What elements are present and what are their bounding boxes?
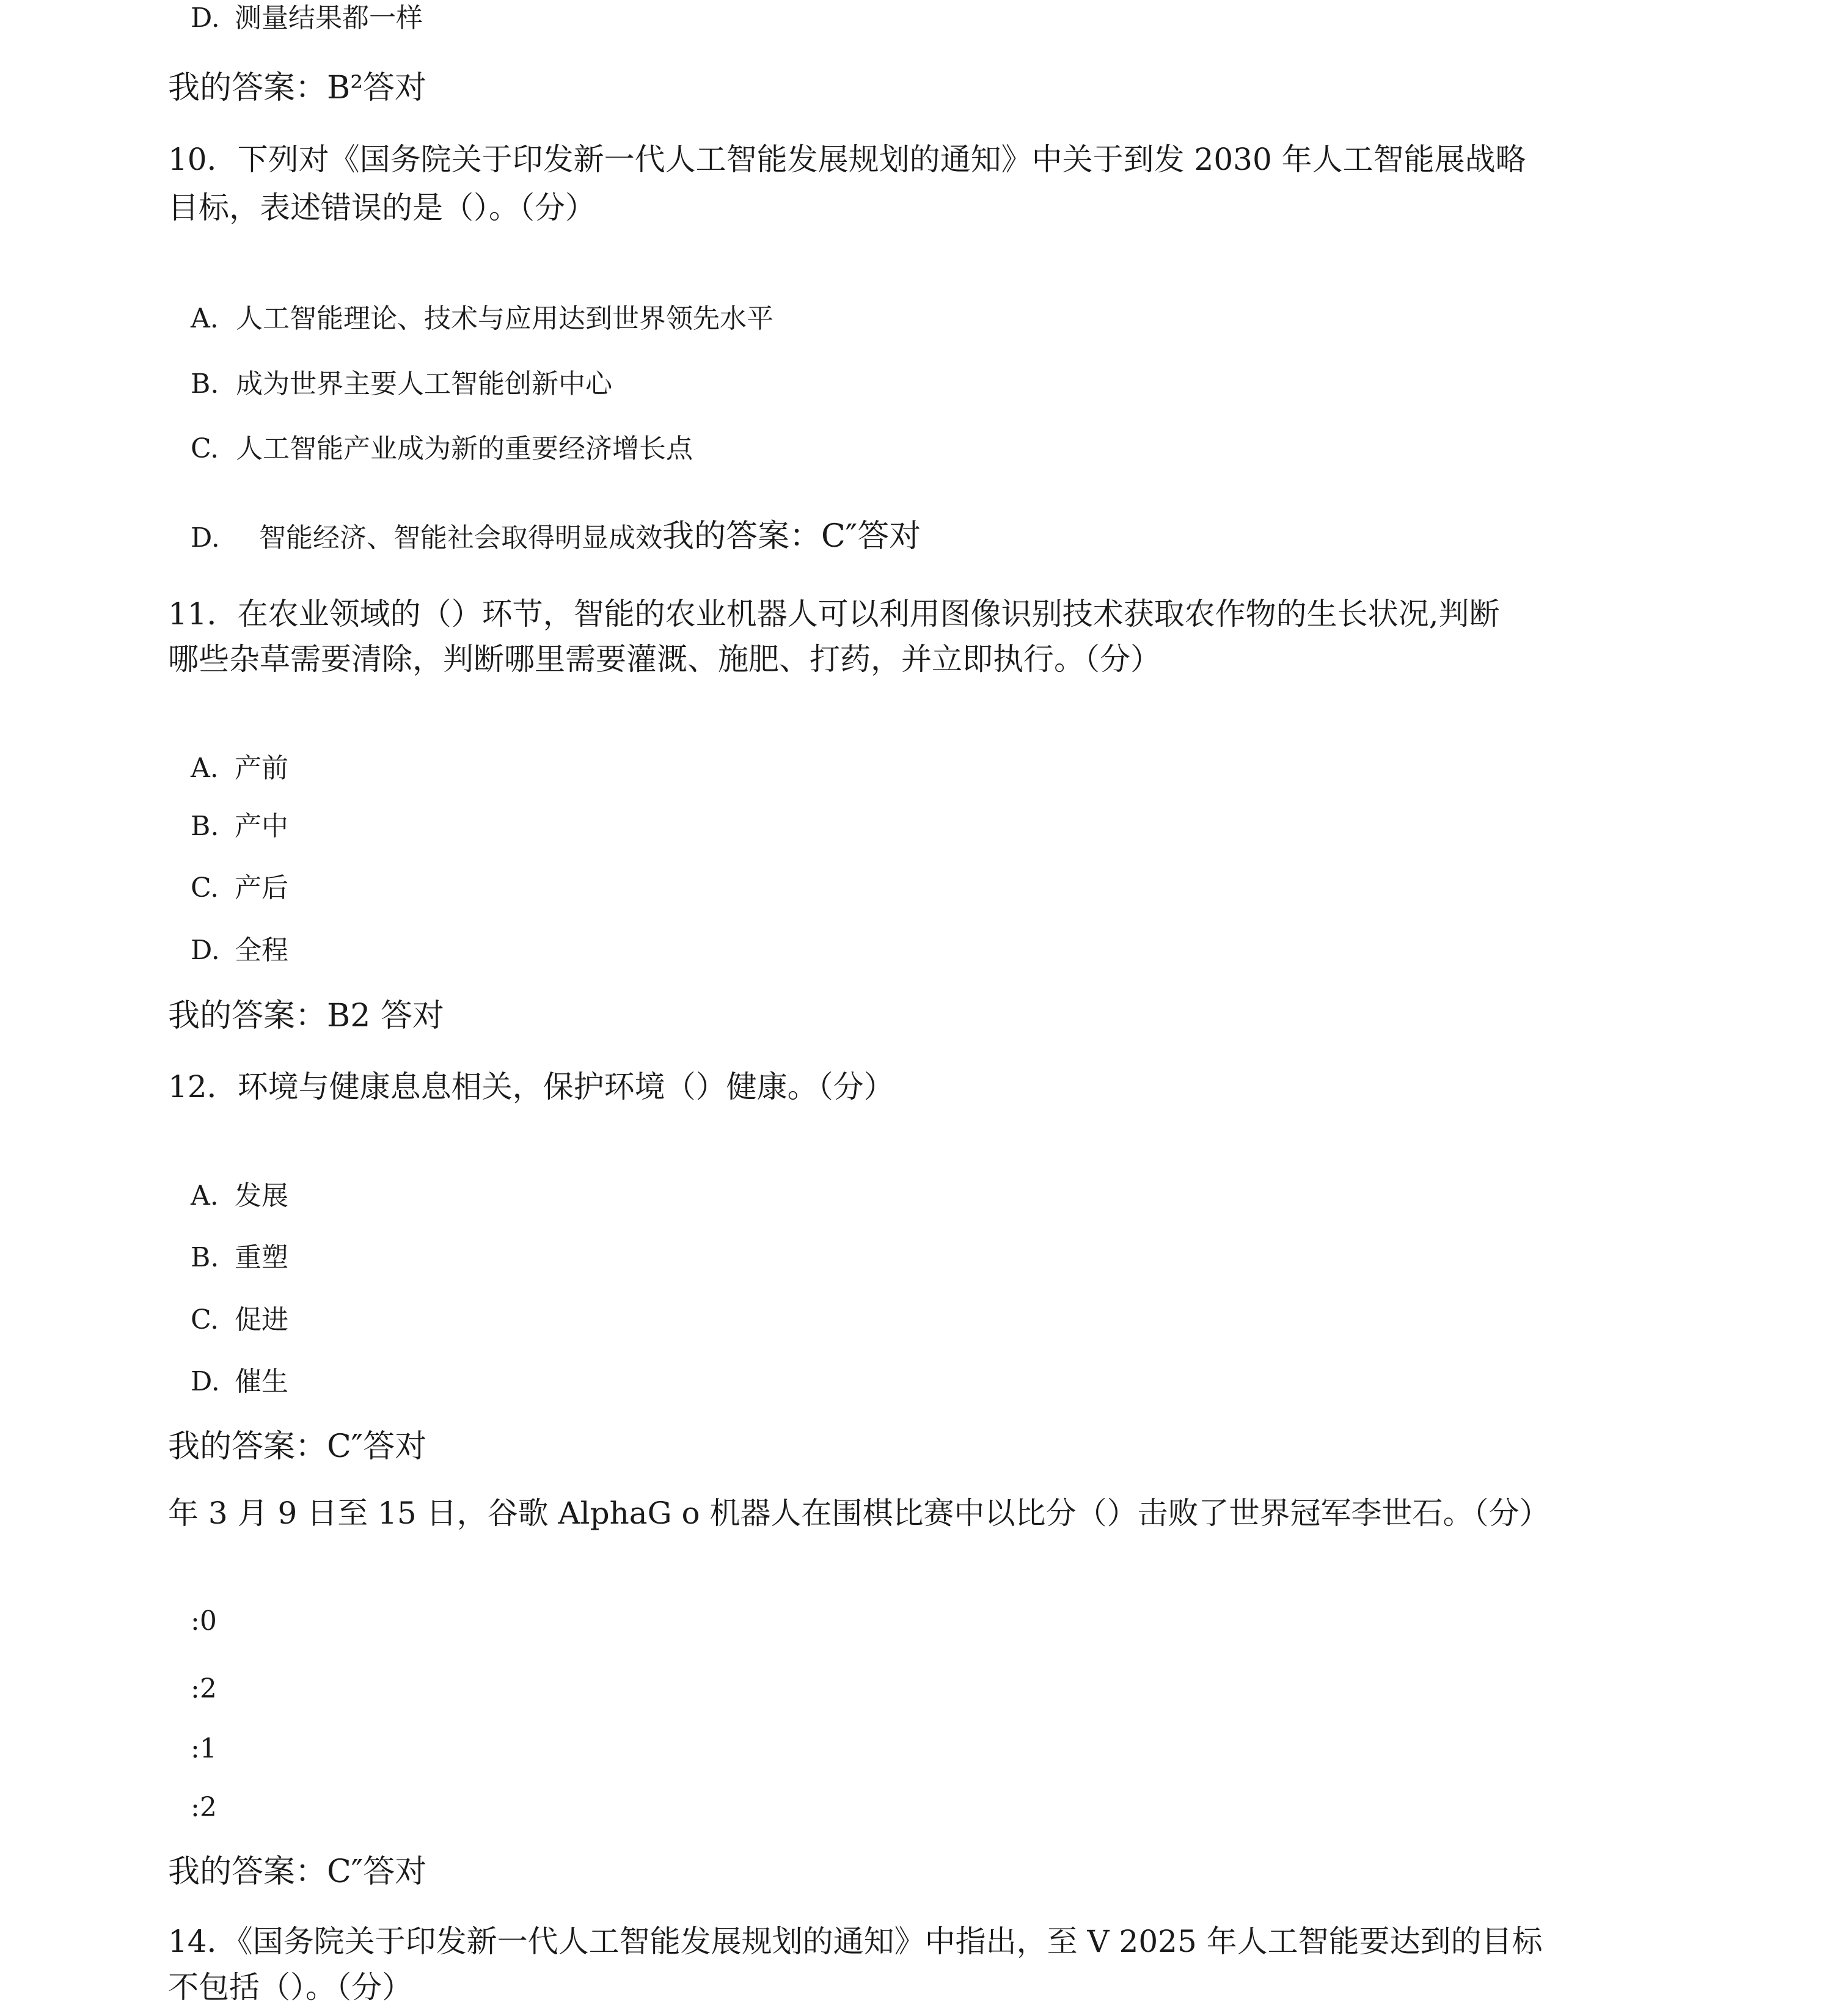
q12-option-c	[191, 1304, 288, 1335]
option-text: 成为世界主要人工智能创新中心	[236, 368, 612, 400]
option-letter: B.	[191, 811, 219, 842]
option-letter: D.	[191, 935, 220, 966]
q11-option-b	[191, 813, 288, 840]
option-text: 全程	[235, 935, 288, 966]
q13-line1: 年 3 月 9 日至 15 日，谷歌 AlphaG o 机器人在围棋比赛中以比分（）击败了世界冠军李世石。（分）	[168, 1496, 1550, 1531]
q13-answer: 我的答案：C″答对	[168, 1853, 427, 1890]
q12-option-d	[191, 1368, 288, 1395]
option-text: 重塑	[235, 1242, 288, 1273]
q10-option-c	[191, 433, 693, 464]
option-letter: B.	[191, 368, 219, 400]
q10-option-d	[191, 518, 921, 555]
option-letter: A.	[191, 1180, 219, 1211]
q12-answer: 我的答案：C″答对	[168, 1428, 427, 1465]
q10-answer: 我的答案：C″答对	[662, 518, 921, 555]
q12-line1: 12．环境与健康息息相关，保护环境（）健康。（分）	[168, 1069, 894, 1105]
option-letter: D.	[191, 522, 220, 553]
q10-option-b	[191, 368, 612, 400]
q10-line1: 10．下列对《国务院关于印发新一代人工智能发展规划的通知》中关于到发 2030 年人工智能展战略	[168, 142, 1526, 177]
q10-option-a	[191, 305, 774, 332]
option-letter: B.	[191, 1242, 219, 1273]
option-text: 促进	[235, 1304, 288, 1335]
q10-line2: 目标，表述错误的是（）。（分）	[168, 190, 596, 225]
q11-option-c	[191, 872, 288, 904]
q11-line1: 11．在农业领域的（）环节，智能的农业机器人可以利用图像识别技术获取农作物的生长状况,判断	[168, 596, 1500, 632]
option-text: 测量结果都一样	[235, 2, 423, 34]
option-text: 产前	[235, 753, 288, 784]
option-letter: C.	[191, 1304, 219, 1335]
q12-option-a	[191, 1180, 288, 1211]
option-text: 产后	[235, 872, 288, 904]
option-text: 发展	[235, 1180, 288, 1211]
option-letter: C.	[191, 433, 219, 464]
prev-option-d	[191, 2, 423, 34]
q11-answer: 我的答案：B2 答对	[168, 998, 444, 1034]
q11-option-a	[191, 755, 288, 782]
q13-option-2: :2	[191, 1673, 217, 1704]
q13-option-1: :0	[191, 1605, 217, 1637]
option-text: 催生	[235, 1366, 288, 1397]
q13-option-3: :1	[191, 1733, 217, 1764]
q11-option-d	[191, 937, 288, 964]
option-text: 智能经济、智能社会取得明显成效	[259, 522, 662, 553]
q12-option-b	[191, 1244, 288, 1271]
q14-line1: 14．《国务院关于印发新一代人工智能发展规划的通知》中指出，至 V 2025 年人工智能要达到的目标	[168, 1924, 1543, 1959]
option-letter: A.	[191, 753, 219, 784]
option-letter: D.	[191, 2, 220, 34]
q14-line2: 不包括（）。（分）	[168, 1970, 412, 2005]
option-text: 人工智能产业成为新的重要经济增长点	[236, 433, 693, 464]
option-letter: A.	[191, 303, 219, 334]
q13-option-4: :2	[191, 1792, 217, 1823]
option-text: 产中	[235, 811, 288, 842]
q11-line2: 哪些杂草需要清除，判断哪里需要灌溉、施肥、打药，并立即执行。（分）	[168, 641, 1161, 677]
option-text: 人工智能理论、技术与应用达到世界领先水平	[236, 303, 774, 334]
option-letter: D.	[191, 1366, 220, 1397]
option-letter: C.	[191, 872, 219, 904]
prev-answer: 我的答案：B²答对	[168, 70, 427, 106]
